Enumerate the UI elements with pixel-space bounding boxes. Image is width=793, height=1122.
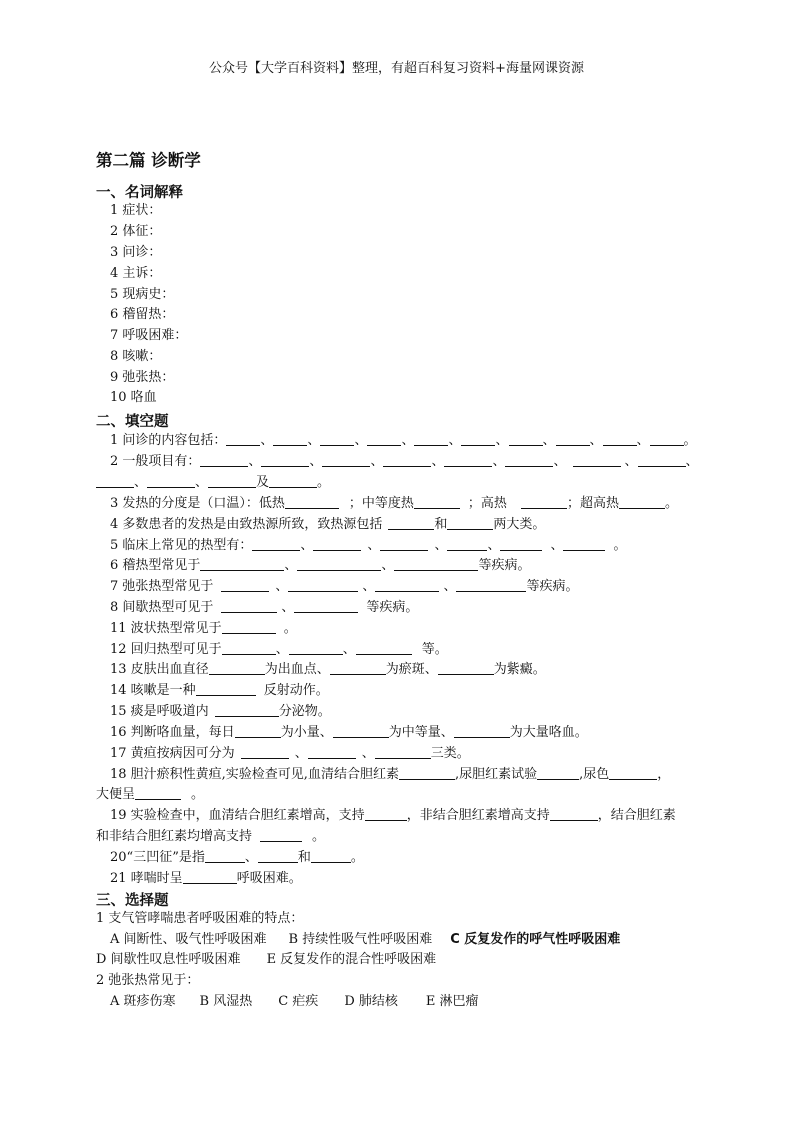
choice-option: D 间歇性叹息性呼吸困难 <box>96 952 241 967</box>
term-item: 5 现病史： <box>110 287 175 302</box>
page-header: 公众号【大学百科资料】整理，有超百科复习资料+海量网课资源 <box>209 61 584 76</box>
fill-question-11: 11 波状热型常见于 。 <box>110 621 297 636</box>
choice-option-highlighted: C 反复发作的呼气性呼吸困难 <box>450 932 621 947</box>
fill-question-14: 14 咳嗽是一种 反射动作。 <box>110 683 329 698</box>
choice-question-1: 1 支气管哮喘患者呼吸困难的特点： <box>96 911 304 926</box>
term-item: 3 问诊： <box>110 245 162 260</box>
choice-option: B 持续性吸气性呼吸困难 <box>288 932 433 947</box>
fill-question-8: 8 间歇热型可见于 、 等疾病。 <box>110 600 419 615</box>
term-item: 9 弛张热： <box>110 370 175 385</box>
fill-question-15: 15 痰是呼吸道内 分泌物。 <box>110 704 331 719</box>
fill-question-6: 6 稽热型常见于 、 、 等疾病。 <box>110 558 531 573</box>
choice-options-1b <box>96 952 436 968</box>
choice-option: D 肺结核 <box>344 994 398 1009</box>
term-item: 4 主诉： <box>110 266 162 281</box>
term-item: 1 症状： <box>110 203 162 218</box>
fill-question-18-cont: 大便呈 。 <box>96 787 205 802</box>
fill-question-7: 7 弛张热型常见于 、 、 、 等疾病。 <box>110 579 579 594</box>
section-heading-choice: 三、选择题 <box>96 893 169 909</box>
fill-question-17: 17 黄疸按病因可分为 、 、 三类。 <box>110 746 470 761</box>
term-item: 6 稽留热： <box>110 307 175 322</box>
fill-question-12: 12 回归热型可见于 、 、 等。 <box>110 642 448 657</box>
fill-question-20: 20“三凹征”是指 、 和 。 <box>110 850 364 865</box>
choice-option: B 风湿热 <box>199 994 253 1009</box>
fill-question-5: 5 临床上常见的热型有： 、 、 、 、 、 。 <box>110 538 627 553</box>
term-item: 7 呼吸困难： <box>110 328 188 343</box>
section-heading-terms: 一、名词解释 <box>96 185 183 201</box>
fill-question-16: 16 判断咯血量，每日 为小量、 为中等量、 为大量咯血。 <box>110 725 588 740</box>
fill-question-4: 4 多数患者的发热是由致热源所致，致热源包括 和 两大类。 <box>110 517 546 532</box>
fill-question-13: 13 皮肤出血直径 为出血点、 为瘀斑、 为紫癜。 <box>110 662 546 677</box>
fill-question-2: 2 一般项目有： 、 、 、 、 、 、 、 、 <box>110 454 699 469</box>
fill-question-3: 3 发热的分度是（口温）：低热 ；中等度热 ；高热 ；超高热 。 <box>110 496 678 511</box>
fill-question-21: 21 哮喘时呈 呼吸困难。 <box>110 871 302 886</box>
term-item: 2 体征： <box>110 224 162 239</box>
choice-question-2: 2 弛张热常见于： <box>96 973 200 988</box>
choice-option: E 淋巴瘤 <box>425 994 479 1009</box>
choice-options-2 <box>110 994 479 1010</box>
term-item: 10 咯血 <box>110 390 157 405</box>
term-item: 8 咳嗽： <box>110 349 162 364</box>
choice-option: E 反复发作的混合性呼吸困难 <box>266 952 437 967</box>
fill-question-19-cont: 和非结合胆红素均增高支持 。 <box>96 829 326 844</box>
page-title: 第二篇 诊断学 <box>96 151 201 170</box>
fill-question-1: 1 问诊的内容包括： 、 、 、 、 、 、 、 、 、 。 <box>110 433 697 448</box>
choice-options-1a <box>110 932 620 948</box>
fill-question-19: 19 实验检查中，血清结合胆红素增高，支持 ，非结合胆红素增高支持 ，结合胆红素 <box>110 808 676 823</box>
choice-option: A 间断性、吸气性呼吸困难 <box>110 932 267 947</box>
choice-option: C 疟疾 <box>278 994 319 1009</box>
fill-question-2-cont: 、 、 及 。 <box>96 474 330 491</box>
fill-question-18: 18 胆汁瘀积性黄疸,实验检查可见,血清结合胆红素 ,尿胆红素试验 ,尿色 ， <box>110 767 671 782</box>
section-heading-fill: 二、填空题 <box>96 414 169 430</box>
choice-option: A 斑疹伤寒 <box>110 994 176 1009</box>
